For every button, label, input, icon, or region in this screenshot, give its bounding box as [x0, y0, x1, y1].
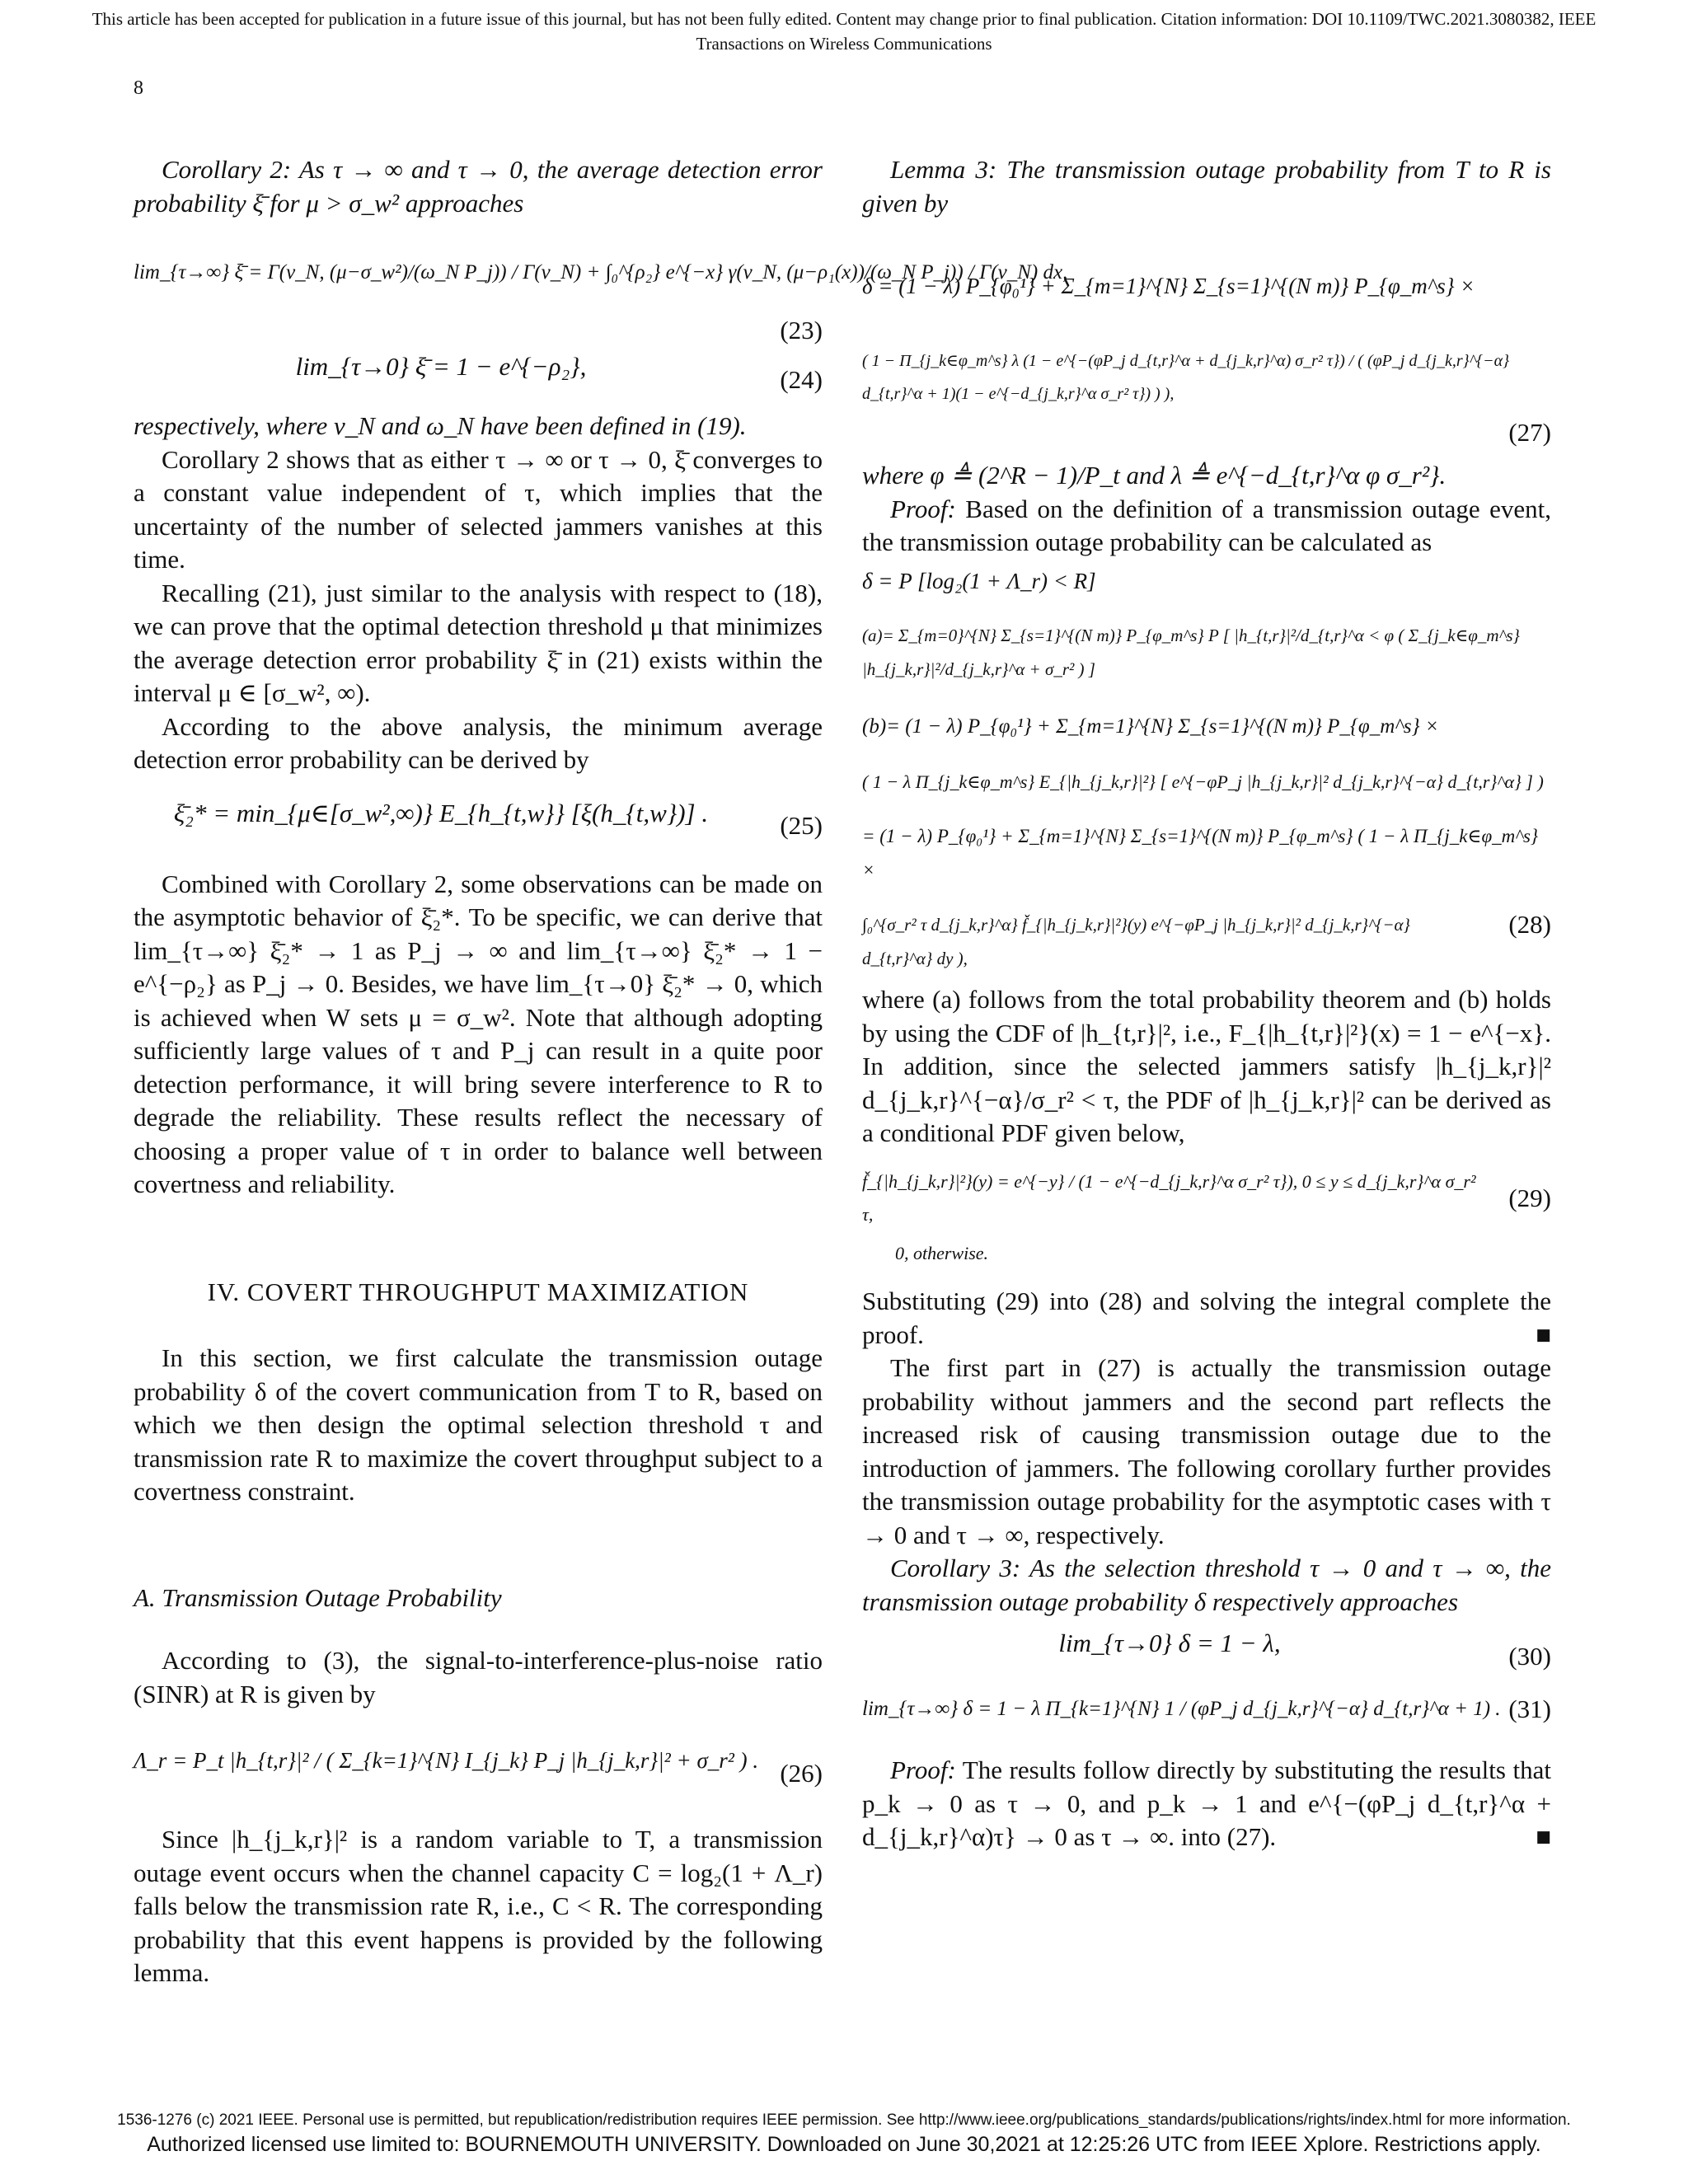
lemma-3 [862, 153, 1551, 220]
paragraph: In this section, we first calculate the transmission outage probability δ of the covert communication from T to R, based on which we then design the optimal selection threshold τ and transmission rate R to maximize the covert throughput subject to a covertness constraint. [134, 1343, 823, 1506]
corollary-2 [134, 153, 823, 220]
equation-28-line3: (b)= (1 − λ) P_{φ₀¹} + Σ_{m=1}^{N} Σ_{s=1}^{(N m)} P_{φ_m^s} × [862, 715, 1439, 738]
qed-symbol: ■ [1536, 1319, 1551, 1349]
corollary-2-title: Corollary 2: [162, 155, 292, 184]
equation-30 [862, 1627, 1551, 1673]
equation-28-line1: δ = P [log₂(1 + Λ_r) < R] [862, 568, 1096, 593]
respectively-line: respectively, where v_N and ω_N have been defined in (19). [134, 411, 747, 440]
proof [862, 1754, 1551, 1854]
equation-31-number: (31) [1508, 1694, 1551, 1723]
equation-28-line5: = (1 − λ) P_{φ₀¹} + Σ_{m=1}^{N} Σ_{s=1}^{(N m)} P_{φ_m^s} ( 1 − λ Π_{j_k∈φ_m^s} × [862, 826, 1539, 880]
proof [862, 493, 1551, 560]
proof-text: Based on the definition of a transmission outage event, the transmission outage probability can be calculated as [862, 494, 1551, 556]
equation-26-number: (26) [780, 1758, 823, 1788]
page-number: 8 [134, 77, 143, 99]
qed-symbol: ■ [1536, 1822, 1551, 1851]
equation-27-number: (27) [1508, 417, 1551, 447]
journal-header-line1: This article has been accepted for publication in a future issue of this journal, but has not been fully edited. Content may change prior to final publication. Citation information: DOI 10.1109/TWC.2021.3080382, IEEE [91, 9, 1597, 29]
equation-25-number: (25) [780, 811, 823, 840]
equation-30-body: lim_{τ→0} δ = 1 − λ, [1058, 1629, 1281, 1657]
equation-23-number: (23) [780, 315, 823, 344]
equation-30-number: (30) [1508, 1641, 1551, 1671]
paragraph: Since |h_{j_k,r}|² is a random variable to T, a transmission outage event occurs when the channel capacity C = log₂(1 + Λ_r) falls below the transmission rate R, i.e., C < R. The corresponding probability that this event happens is provided by the following lemma. [134, 1825, 823, 1987]
equation-26-body: Λ_r = P_t |h_{t,r}|² / ( Σ_{k=1}^{N} I_{j_k} P_j |h_{j_k,r}|² + σ_r² ) . [134, 1748, 759, 1773]
paragraph: Combined with Corollary 2, some observations can be made on the asymptotic behavior of ξ̄₂*. To be specific, we can derive that lim_{τ→∞} ξ̄₂* → 1 as P_j → ∞ and lim_{τ→∞} ξ̄₂* → 1 − e^{−ρ₂} as P_j → 0. Besides, we have lim_{τ→0} ξ̄₂* → 0, which is achieved when W sets μ = σ_w². Note that although adopting sufficiently large values of τ and P_j can result in a quite poor detection performance, it will bring severe interference to R to degrade the reliability. These results reflect the necessary of choosing a proper value of τ in order to balance well between covertness and reliability. [134, 869, 823, 1198]
equation-31 [862, 1676, 1551, 1750]
equation-23-body: lim_{τ→∞} ξ̄ = Γ(v_N, (μ−σ_w²)/(ω_N P_j)) / Γ(v_N) + ∫₀^{ρ₂} e^{−x} γ(v_N, (μ−ρ₁(x))/(ω_N P_j)) / Γ(v_N) dx, [134, 261, 1068, 284]
corollary-3 [862, 1552, 1551, 1619]
paragraph: Recalling (21), just similar to the analysis with respect to (18), we can prove that the optimal detection threshold μ that minimizes the average detection error probability ξ̄ in (21) exists within the interval μ ∈ [σ_w², ∞). [134, 578, 823, 707]
paragraph: According to (3), the signal-to-interference-plus-noise ratio (SINR) at R is given by [134, 1646, 823, 1708]
equation-28-line2: (a)= Σ_{m=0}^{N} Σ_{s=1}^{(N m)} P_{φ_m^s} P [ |h_{t,r}|²/d_{t,r}^α < φ ( Σ_{j_k∈φ_m^s} |h_{j_k,r}|²/d_{j_k,r}^α + σ_r² ) ] [862, 626, 1520, 679]
equation-29-case1: f̌_{|h_{j_k,r}|²}(y) = e^{−y} / (1 − e^{−d_{j_k,r}^α σ_r² τ}), 0 ≤ y ≤ d_{j_k,r}^α σ_r² τ, [862, 1170, 1476, 1225]
paragraph: The first part in (27) is actually the transmission outage probability without jammers and the second part reflects the increased risk of causing transmission outage due to the introduction of jammers. The following corollary further provides the transmission outage probability for the asymptotic cases with τ → 0 and τ → ∞, respectively. [862, 1353, 1551, 1549]
equation-31-body: lim_{τ→∞} δ = 1 − λ Π_{k=1}^{N} 1 / (φP_j d_{j_k,r}^{−α} d_{t,r}^α + 1) . [862, 1698, 1501, 1720]
equation-29-case2: 0, otherwise. [895, 1242, 989, 1263]
corollary-3-title: Corollary 3: [890, 1554, 1021, 1582]
equation-29-number: (29) [1508, 1183, 1551, 1212]
paragraph: Corollary 2 shows that as either τ → ∞ or τ → 0, ξ̄ converges to a constant value independent of τ, which implies that the uncertainty of the number of selected jammers vanishes at this time. [134, 444, 823, 574]
paragraph [862, 1285, 1551, 1352]
equation-24 [134, 350, 823, 396]
equation-28-number: (28) [1508, 910, 1551, 939]
journal-header-line2: Transactions on Wireless Communications [696, 34, 992, 54]
equation-27-line1: δ = (1 − λ) P_{φ₀¹} + Σ_{m=1}^{N} Σ_{s=1}^{(N m)} P_{φ_m^s} × [862, 274, 1475, 298]
equation-26 [134, 1744, 823, 1790]
proof-label: Proof: [890, 1755, 956, 1784]
equation-24-body: lim_{τ→0} ξ̄ = 1 − e^{−ρ₂}, [295, 352, 587, 381]
corollary-2-text: As τ → ∞ and τ → 0, the average detection error probability ξ̄ for μ > σ_w² approaches [134, 155, 823, 218]
license-footer: Authorized licensed use limited to: BOURNEMOUTH UNIVERSITY. Downloaded on June 30,2021 at 12:25:26 UTC from IEEE Xplore. Restrictions apply. [147, 2133, 1541, 2156]
equation-23 [134, 223, 1068, 347]
paragraph: where (a) follows from the total probability theorem and (b) holds by using the CDF of |h_{t,r}|², i.e., F_{|h_{t,r}|²}(x) = 1 − e^{−x}. In addition, since the selected jammers satisfy |h_{j_k,r}|² d_{j_k,r}^{−α}/σ_r² < τ, the PDF of |h_{j_k,r}|² can be derived as a conditional PDF given below, [862, 985, 1551, 1147]
paragraph: According to the above analysis, the minimum average detection error probability can be derived by [134, 711, 823, 774]
copyright-footer: 1536-1276 (c) 2021 IEEE. Personal use is permitted, but republication/redistribution requires IEEE permission. See http://www.ieee.org/publications_standards/publications/rights/index.html for more information. [117, 2111, 1571, 2129]
equation-24-number: (24) [780, 364, 823, 394]
section-title: IV. COVERT THROUGHPUT MAXIMIZATION [207, 1277, 749, 1306]
proof-text: The results follow directly by substituting the results that p_k → 0 as τ → 0, and p_k → 1 and e^{−(φP_j d_{t,r}^α + d_{j_k,r}^α)τ} → 0 as τ → ∞. into (27). [862, 1755, 1551, 1851]
lemma-3-title: Lemma 3: [890, 155, 997, 184]
equation-28-last [862, 908, 1551, 975]
paragraph-text: Substituting (29) into (28) and solving the integral complete the proof. [862, 1286, 1551, 1349]
right-column [862, 153, 1551, 1854]
corollary-3-text: As the selection threshold τ → 0 and τ → ∞, the transmission outage probability δ respectively approaches [862, 1554, 1551, 1616]
equation-28-line6: ∫₀^{σ_r² τ d_{j_k,r}^α} f̌_{|h_{j_k,r}|²}(y) e^{−φP_j |h_{j_k,r}|² d_{j_k,r}^{−α} d_{t,r}^α} dy ), [862, 915, 1410, 968]
proof-label: Proof: [890, 494, 956, 523]
subsection-title: A. Transmission Outage Probability [134, 1582, 502, 1612]
equation-27-line2: ( 1 − Π_{j_k∈φ_m^s} λ (1 − e^{−(φP_j d_{t,r}^α + d_{j_k,r}^α) σ_r² τ}) / ( (φP_j d_{j_k,r}^{−α} d_{t,r}^α + 1)(1 − e^{−d_{j_k,r}^α σ_r² τ}) ) ), [862, 351, 1510, 403]
equation-28-line4: ( 1 − λ Π_{j_k∈φ_m^s} E_{|h_{j_k,r}|²} [ e^{−φP_j |h_{j_k,r}|² d_{j_k,r}^{−α} d_{t,r}^α} ] ) [862, 771, 1544, 792]
lemma-3-text: The transmission outage probability from T to R is given by [862, 155, 1551, 218]
where-line: where φ ≜ (2^R − 1)/P_t and λ ≜ e^{−d_{t,r}^α φ σ_r²}. [862, 461, 1447, 490]
equation-25 [134, 797, 823, 843]
equation-29 [862, 1165, 1551, 1271]
equation-25-body: ξ̄₂* = min_{μ∈[σ_w²,∞)} E_{h_{t,w}} [ξ(h_{t,w})] . [173, 798, 709, 827]
